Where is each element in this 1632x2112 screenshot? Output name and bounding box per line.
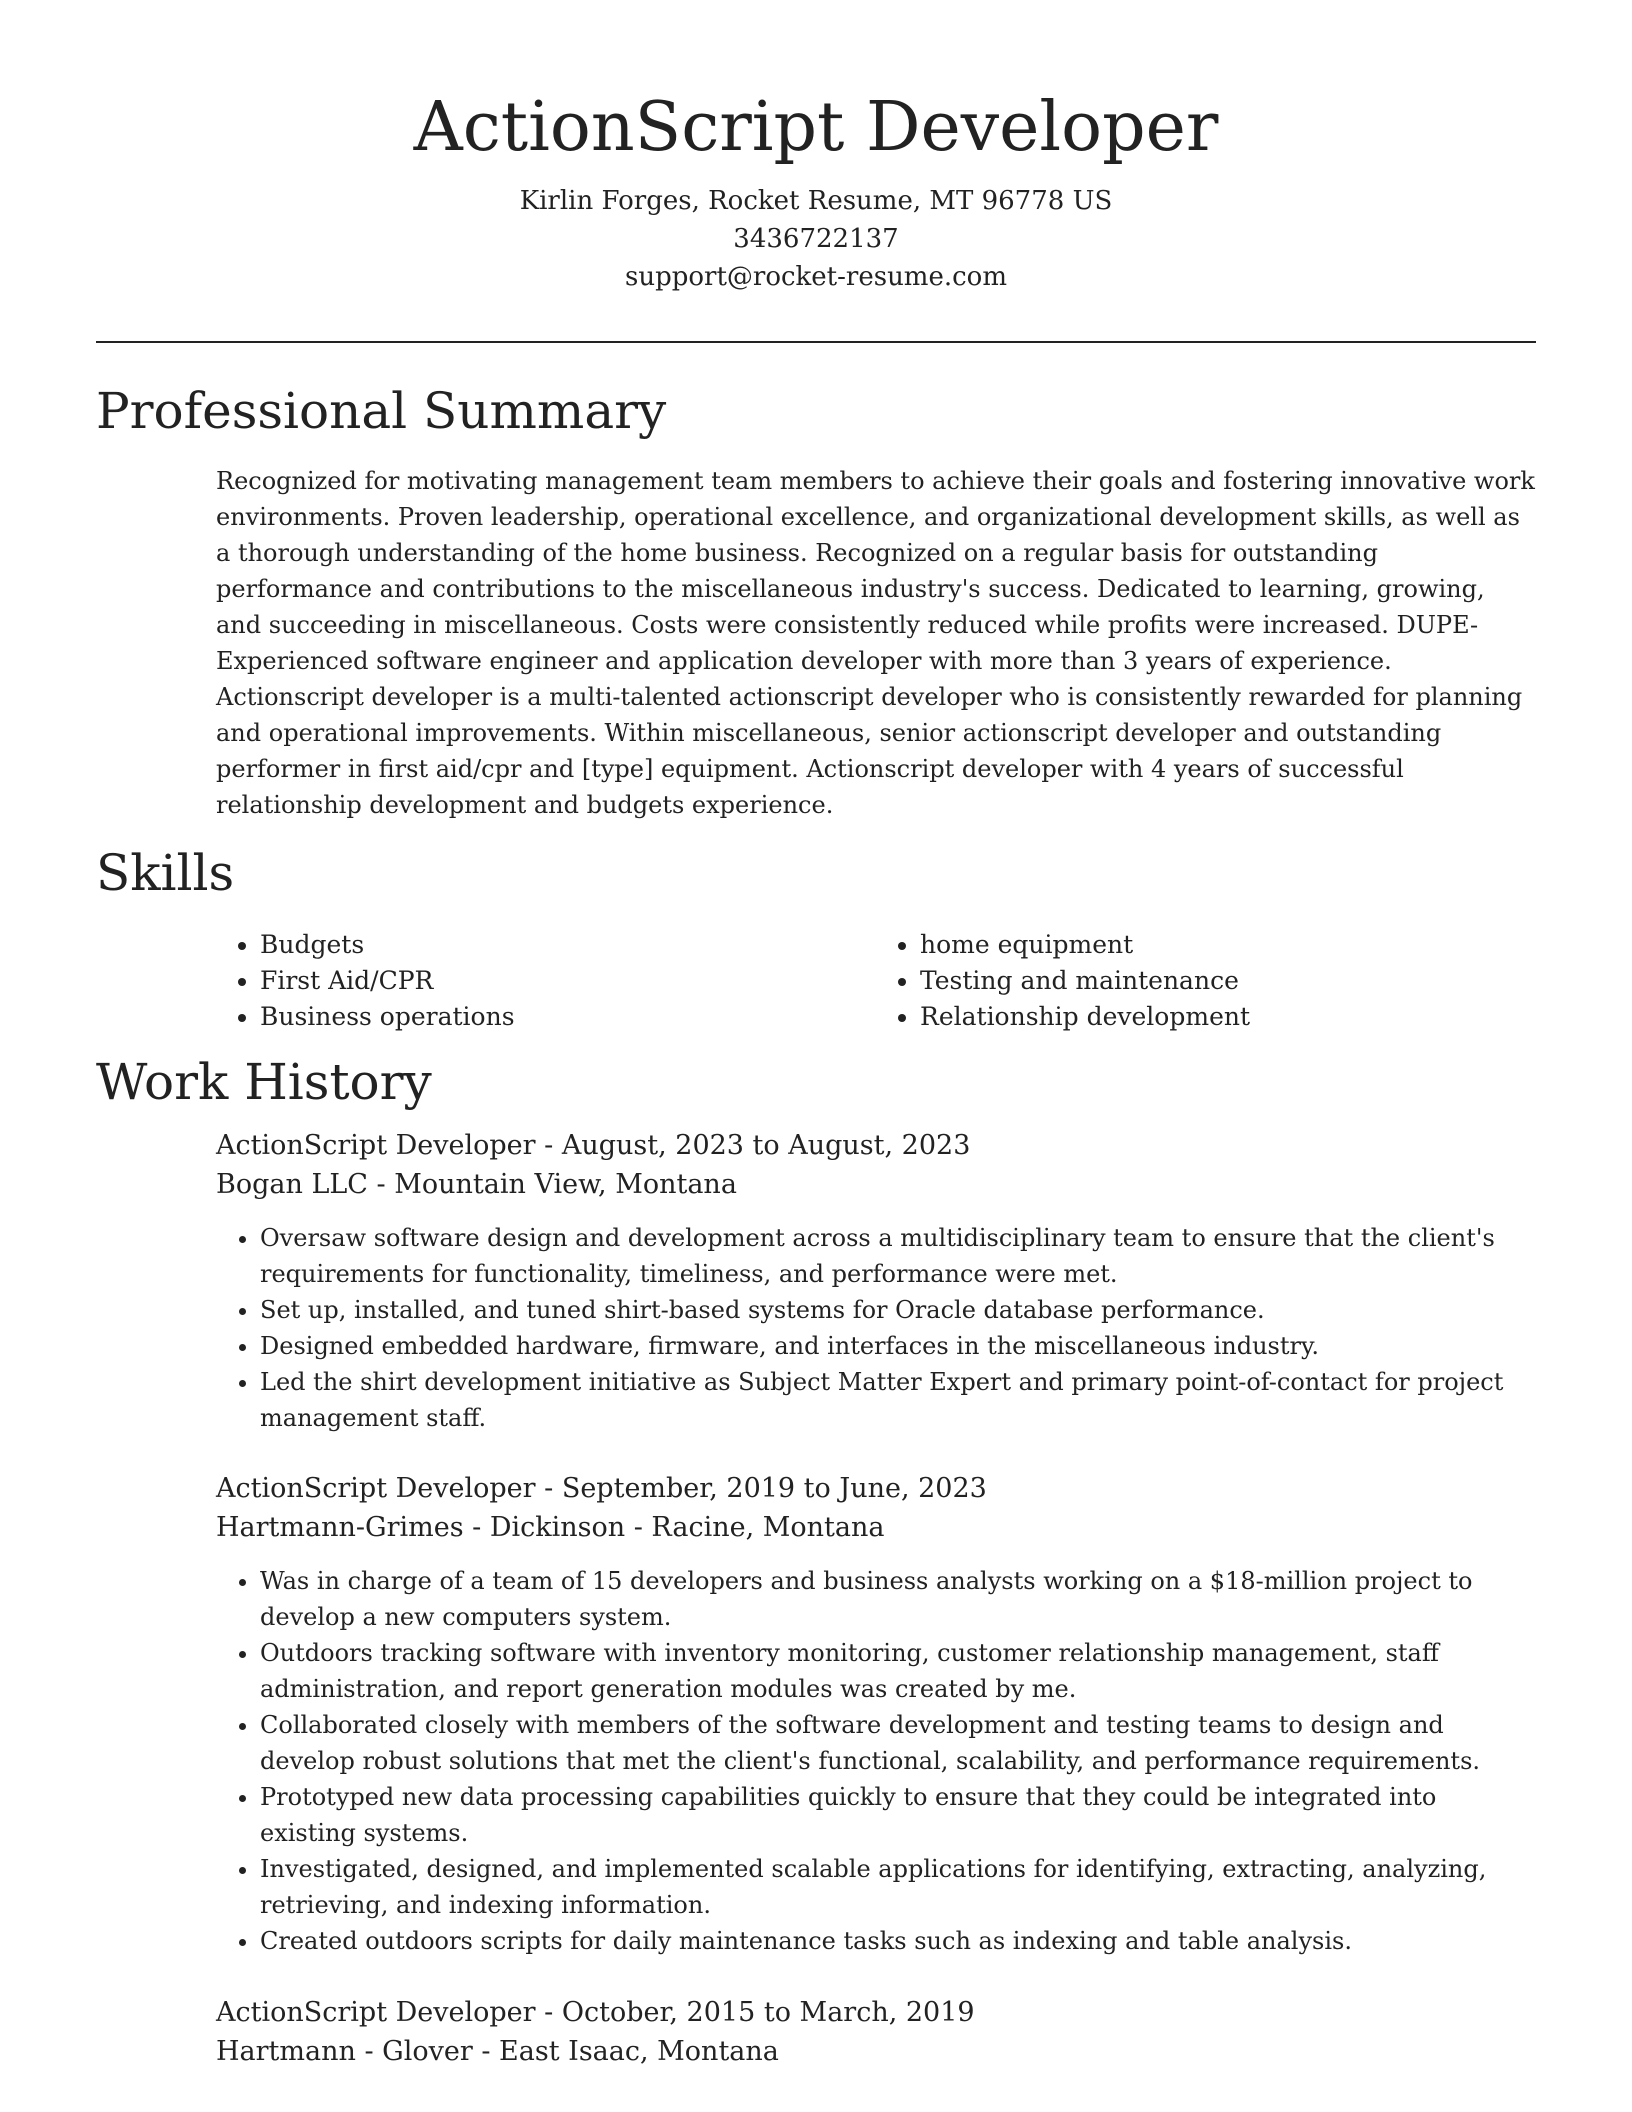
skill-item: • Budgets	[260, 927, 876, 963]
summary-text: Recognized for motivating management team members to achieve their goals and fostering innovative work environments. Proven leadership, operational excellence, and organizational development skills, as well as a thorough understanding of the home business. Recognized on a regular basis for outstanding performance and contributions to the miscellaneous industry's success. Dedicated to learning, growing, and succeeding in miscellaneous. Costs were consistently reduced while profits were increased. DUPE- Experienced software engineer and application developer with more than 3 years of experience. Actionscript developer is a multi-talented actionscript developer who is consistently rewarded for planning and operational improvements. Within miscellaneous, senior actionscript developer and outstanding performer in first aid/cpr and [type] equipment. Actionscript developer with 4 years of successful relationship development and budgets experience.	[216, 467, 1535, 819]
job-bullet: • Collaborated closely with members of the software development and testing teams to design and develop robust solutions that met the client's functional, scalability, and performance requirements.	[260, 1707, 1536, 1779]
contact-address: Kirlin Forges, Rocket Resume, MT 96778 US	[519, 186, 1113, 216]
skills-column-left	[216, 927, 876, 1035]
resume-header	[0, 0, 1632, 296]
work-history-heading: Work History	[96, 1053, 432, 1111]
job-title: ActionScript Developer - August, 2023 to August, 2023	[216, 1130, 971, 1161]
job-entry	[216, 1469, 1536, 1959]
job-bullet: • Led the shirt development initiative as Subject Matter Expert and primary point-of-contact for project management staff.	[260, 1364, 1536, 1436]
job-title: ActionScript Developer - September, 2019 to June, 2023	[216, 1473, 987, 1504]
job-bullet: • Set up, installed, and tuned shirt-based systems for Oracle database performance.	[260, 1292, 1536, 1328]
job-bullet: • Oversaw software design and development across a multidisciplinary team to ensure that the client's requirements for functionality, timeliness, and performance were met.	[260, 1220, 1536, 1292]
page-title: ActionScript Developer	[413, 88, 1219, 167]
contact-info	[0, 182, 1632, 296]
job-bullet: • Was in charge of a team of 15 developers and business analysts working on a $18-million project to develop a new computers system.	[260, 1563, 1536, 1635]
skills-column-right	[876, 927, 1536, 1035]
skill-item: • First Aid/CPR	[260, 963, 876, 999]
job-company: Hartmann - Glover - East Isaac, Montana	[216, 2036, 779, 2067]
skill-item: • Testing and maintenance	[920, 963, 1536, 999]
job-bullet: • Created outdoors scripts for daily maintenance tasks such as indexing and table analysis.	[260, 1923, 1536, 1959]
job-bullet: • Outdoors tracking software with inventory monitoring, customer relationship management, staff administration, and report generation modules was created by me.	[260, 1635, 1536, 1707]
skills-heading: Skills	[96, 844, 235, 902]
skills-list	[216, 927, 1536, 1035]
contact-phone: 3436722137	[733, 224, 899, 254]
job-bullets	[216, 1563, 1536, 1959]
job-bullet: • Designed embedded hardware, firmware, and interfaces in the miscellaneous industry.	[260, 1328, 1536, 1364]
summary-heading: Professional Summary	[96, 382, 667, 440]
job-company: Hartmann-Grimes - Dickinson - Racine, Montana	[216, 1512, 885, 1543]
skill-item: • Relationship development	[920, 999, 1536, 1035]
job-bullet: • Prototyped new data processing capabilities quickly to ensure that they could be integrated into existing systems.	[260, 1779, 1536, 1851]
job-bullet: • Investigated, designed, and implemented scalable applications for identifying, extracting, analyzing, retrieving, and indexing information.	[260, 1851, 1536, 1923]
job-company: Bogan LLC - Mountain View, Montana	[216, 1169, 737, 1200]
skill-item: • home equipment	[920, 927, 1536, 963]
header-divider	[96, 341, 1536, 343]
job-title: ActionScript Developer - October, 2015 to March, 2019	[216, 1997, 975, 2028]
job-entry	[216, 1126, 1536, 1436]
job-bullets	[216, 1220, 1536, 1436]
skill-item: • Business operations	[260, 999, 876, 1035]
job-entry	[216, 1993, 1536, 2071]
contact-email: support@rocket-resume.com	[624, 262, 1007, 292]
